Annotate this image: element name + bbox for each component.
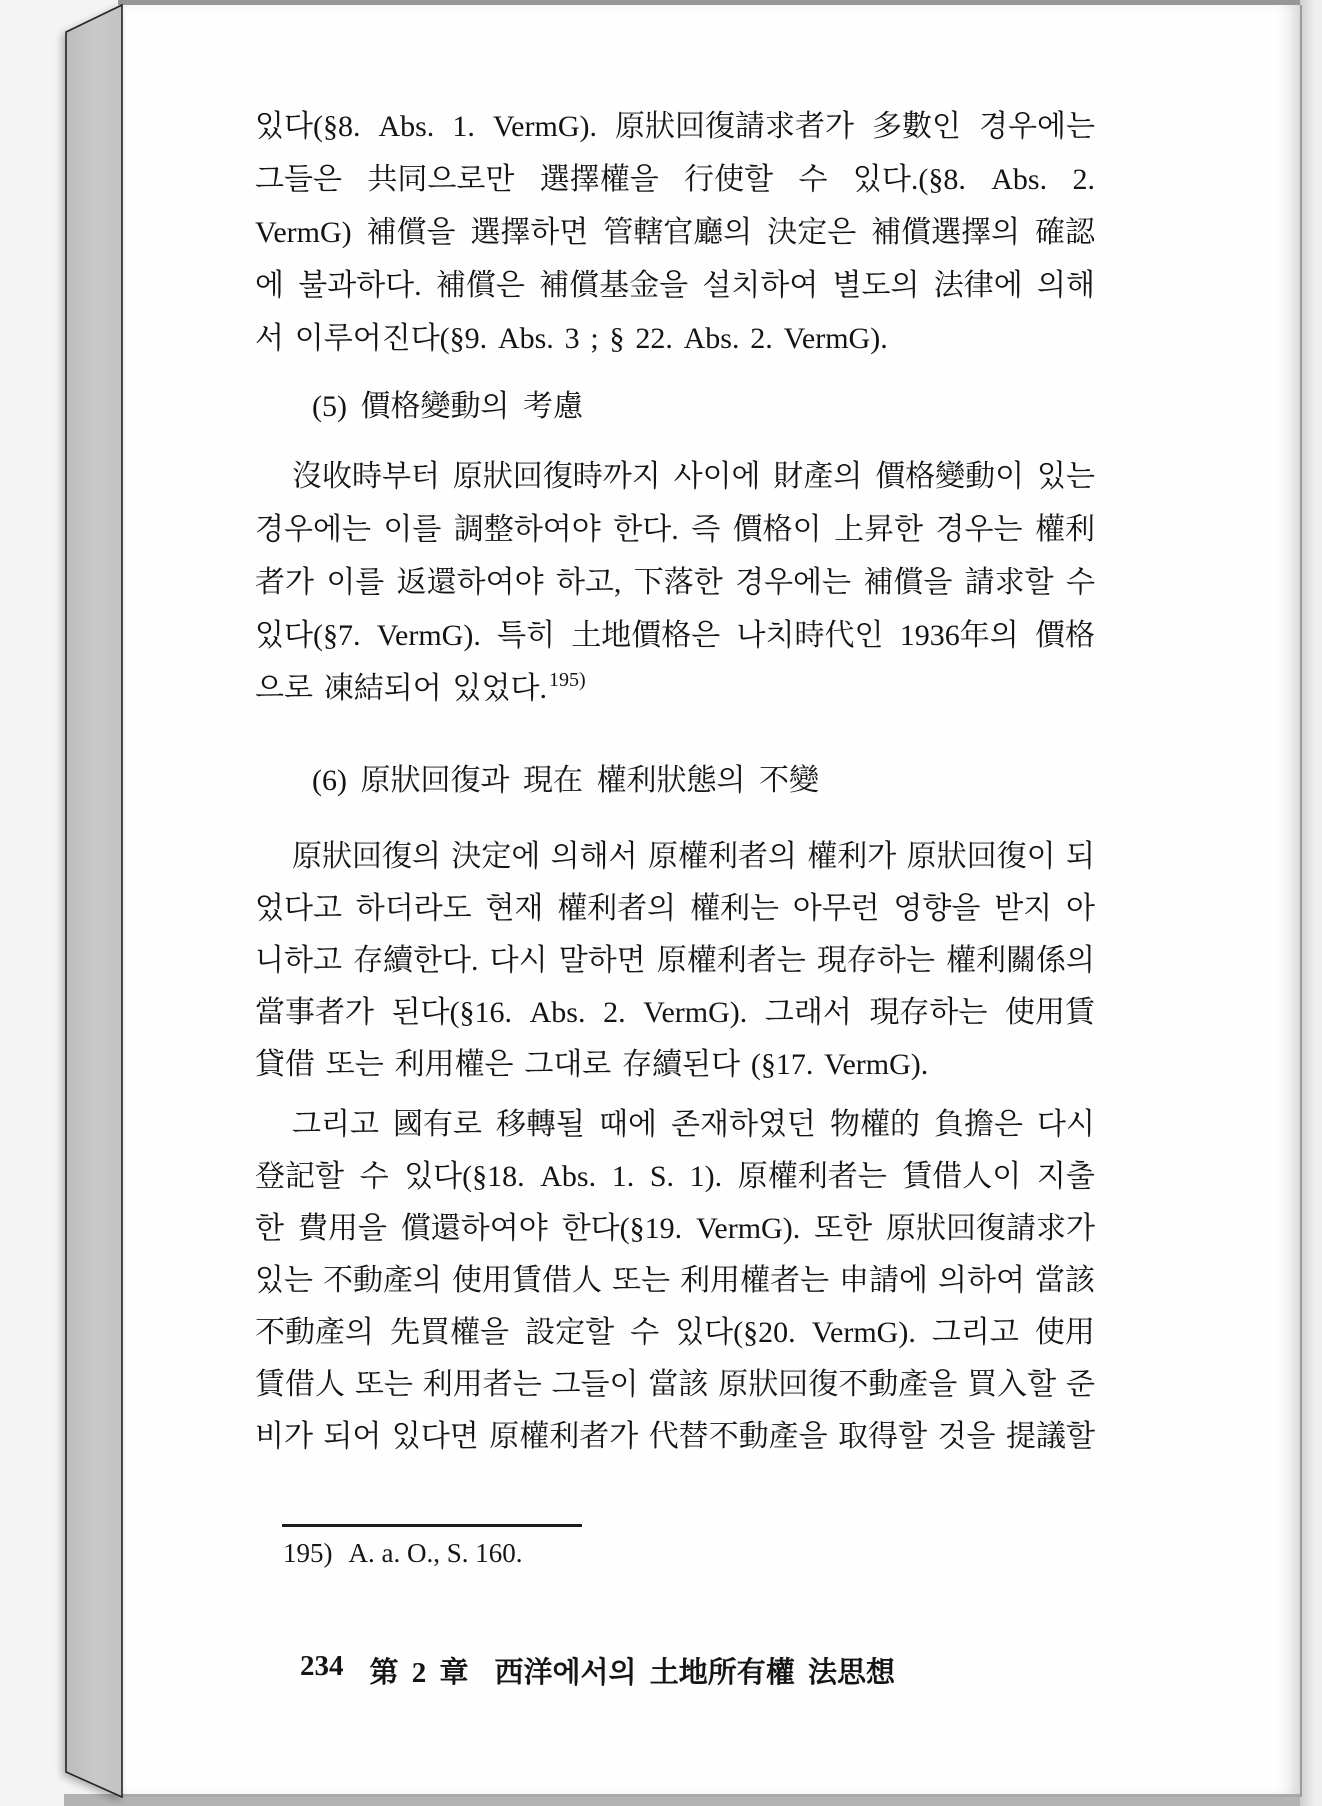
text-line: 그들은 共同으로만 選擇權을 行使할 수 있다.(§8. Abs. 2. <box>255 163 1095 196</box>
page-right-shadow <box>1300 0 1322 1806</box>
footnote-rule <box>282 1524 582 1527</box>
page-number: 234 <box>300 1650 344 1682</box>
text-line: 서 이루어진다(§9. Abs. 3 ; § 22. Abs. 2. VermG). <box>255 322 888 355</box>
text-line: 경우에는 이를 調整하여야 한다. 즉 價格이 上昇한 경우는 權利 <box>255 513 1095 546</box>
text-line: 한 費用을 償還하여야 한다(§19. VermG). 또한 原狀回復請求가 <box>255 1212 1095 1245</box>
body-text <box>255 0 1095 1806</box>
text-line: 登記할 수 있다(§18. Abs. 1. S. 1). 原權利者는 賃借人이 지출 <box>255 1160 1095 1193</box>
text-line: 으로 凍結되어 있었다. $^{195)}$ <box>255 669 586 705</box>
footnote-text: A. a. O., S. 160. <box>348 1538 523 1568</box>
footnote-reference: 195) <box>548 669 586 691</box>
chapter-title: 西洋에서의 土地所有權 法思想 <box>494 1657 896 1689</box>
text-line: 었다고 하더라도 현재 權利者의 權利는 아무런 영향을 받지 아 <box>255 892 1095 925</box>
running-footer <box>300 1650 895 1691</box>
text-line: VermG) 補償을 選擇하면 管轄官廳의 決定은 補償選擇의 確認 <box>255 216 1095 249</box>
text-line: 賃借人 또는 利用者는 그들이 當該 原狀回復不動產을 買入할 준 <box>255 1368 1095 1401</box>
footnote-marker: 195) <box>283 1538 333 1568</box>
text-line: 當事者가 된다(§16. Abs. 2. VermG). 그래서 現存하는 使用賃 <box>255 996 1095 1029</box>
text-line: 있다(§8. Abs. 1. VermG). 原狀回復請求者가 多數인 경우에는 <box>255 110 1095 143</box>
text-line: 沒收時부터 原狀回復時까지 사이에 財產의 價格變動이 있는 <box>292 460 1095 493</box>
section-heading: (5) 價格變動의 考慮 <box>312 390 583 423</box>
footnote <box>283 1538 523 1569</box>
text-line: 비가 되어 있다면 原權利者가 代替不動產을 取得할 것을 提議할 <box>255 1420 1095 1453</box>
text-line: 者가 이를 返還하여야 하고, 下落한 경우에는 補償을 請求할 수 <box>255 566 1095 599</box>
text-line: 에 불과하다. 補償은 補償基金을 설치하여 별도의 法律에 의해 <box>255 269 1095 302</box>
text-line: 니하고 存續한다. 다시 말하면 原權利者는 現存하는 權利關係의 <box>255 944 1095 977</box>
text-line: 貸借 또는 利用權은 그대로 存續된다 (§17. VermG). <box>255 1048 929 1081</box>
text-line: 그리고 國有로 移轉될 때에 존재하였던 物權的 負擔은 다시 <box>292 1108 1095 1141</box>
chapter-label: 第 2 章 <box>369 1657 469 1689</box>
text-line: 있는 不動產의 使用賃借人 또는 利用權者는 申請에 의하여 當該 <box>255 1264 1095 1297</box>
text-line: 不動產의 先買權을 設定할 수 있다(§20. VermG). 그리고 使用 <box>255 1316 1095 1349</box>
text-line: 있다(§7. VermG). 특히 土地價格은 나치時代인 1936年의 價格 <box>255 619 1095 652</box>
section-heading: (6) 原狀回復과 現在 權利狀態의 不變 <box>312 764 819 797</box>
text-line: 原狀回復의 決定에 의해서 原權利者의 權利가 原狀回復이 되 <box>292 840 1095 873</box>
